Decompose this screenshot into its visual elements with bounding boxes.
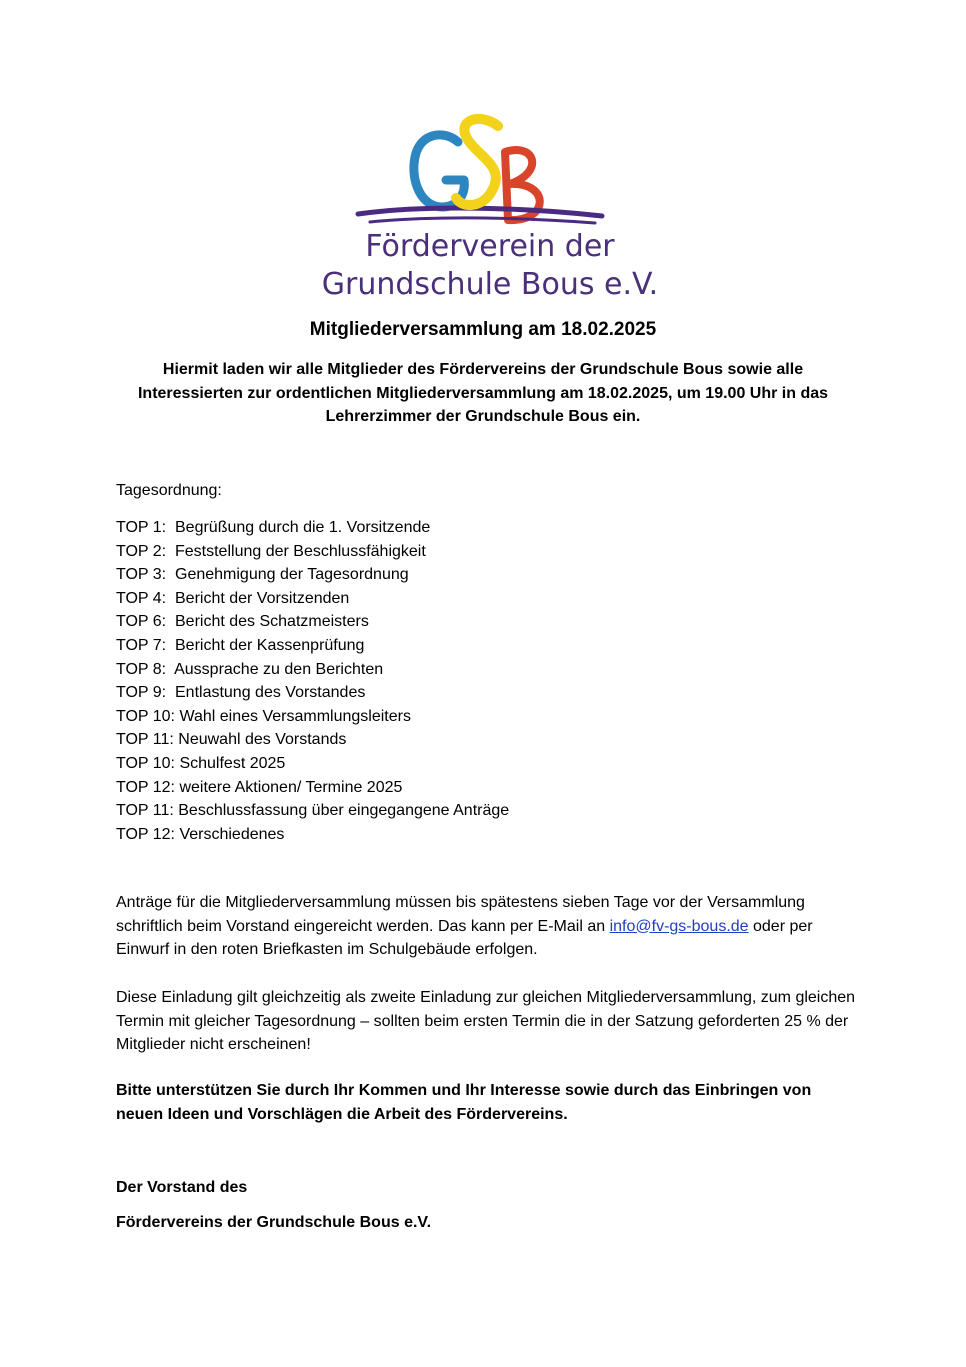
signature-line-1: Der Vorstand des bbox=[116, 1179, 248, 1196]
agenda-item: TOP 6: Bericht des Schatzmeisters bbox=[116, 613, 369, 631]
agenda-item: TOP 10: Schulfest 2025 bbox=[116, 754, 286, 772]
agenda-heading: Tagesordnung: bbox=[116, 482, 222, 499]
agenda-item: TOP 11: Beschlussfassung über eingegangene Anträge bbox=[116, 802, 510, 820]
logo-graphic bbox=[321, 112, 659, 302]
agenda-item: TOP 12: Verschiedenes bbox=[116, 825, 285, 843]
logo-line2: Grundschule Bous e.V. bbox=[321, 267, 659, 302]
agenda-item: TOP 10: Wahl eines Versammlungsleiters bbox=[116, 707, 411, 725]
email-link[interactable]: info@fv-gs-bous.de bbox=[609, 917, 749, 935]
logo-swoosh bbox=[358, 208, 602, 216]
logo-line1: Förderverein der bbox=[365, 229, 615, 264]
page-title: Mitgliederversammlung am 18.02.2025 bbox=[309, 319, 657, 340]
antraege-text-after: oder per Einwurf in den roten Briefkasten im Schulgebäude erfolgen. bbox=[116, 917, 813, 958]
agenda-item: TOP 3: Genehmigung der Tagesordnung bbox=[116, 566, 409, 584]
agenda-item: TOP 11: Neuwahl des Vorstands bbox=[116, 731, 347, 749]
antraege-text-before: Anträge für die Mitgliederversammlung müssen bis spätestens sieben Tage vor der Versammlung schriftlich beim Vorstand eingereicht werden. Das kann per E-Mail an bbox=[116, 894, 805, 935]
second-invitation-paragraph: Diese Einladung gilt gleichzeitig als zweite Einladung zur gleichen Mitgliederversammlung, zum gleichen Termin mit gleicher Tagesordnung – sollten beim ersten Termin die in der Satzung geforderten 25 % der Mitglieder nicht erscheinen! bbox=[116, 989, 856, 1053]
appeal-paragraph: Bitte unterstützen Sie durch Ihr Kommen und Ihr Interesse sowie durch das Einbringen von neuen Ideen und Vorschlägen die Arbeit des Fördervereins. bbox=[116, 1082, 812, 1123]
signature-line-2: Fördervereins der Grundschule Bous e.V. bbox=[116, 1214, 432, 1231]
agenda-item: TOP 12: weitere Aktionen/ Termine 2025 bbox=[116, 778, 403, 796]
agenda-item: TOP 2: Feststellung der Beschlussfähigkeit bbox=[116, 542, 426, 560]
antraege-paragraph bbox=[116, 891, 856, 962]
agenda-item: TOP 4: Bericht der Vorsitzenden bbox=[116, 589, 350, 607]
logo bbox=[321, 112, 659, 302]
agenda-item: TOP 8: Aussprache zu den Berichten bbox=[116, 660, 384, 678]
agenda-item: TOP 1: Begrüßung durch die 1. Vorsitzende bbox=[116, 519, 431, 536]
agenda-item: TOP 7: Bericht der Kassenprüfung bbox=[116, 636, 365, 654]
agenda-item: TOP 9: Entlastung des Vorstandes bbox=[116, 684, 366, 702]
invitation-intro: Hiermit laden wir alle Mitglieder des Fördervereins der Grundschule Bous sowie alle Interessierten zur ordentlichen Mitgliederversammlung am 18.02.2025, um 19.00 Uhr in das Lehrerzimmer der Grundschule Bous ein. bbox=[137, 361, 829, 425]
agenda-list bbox=[116, 516, 509, 846]
